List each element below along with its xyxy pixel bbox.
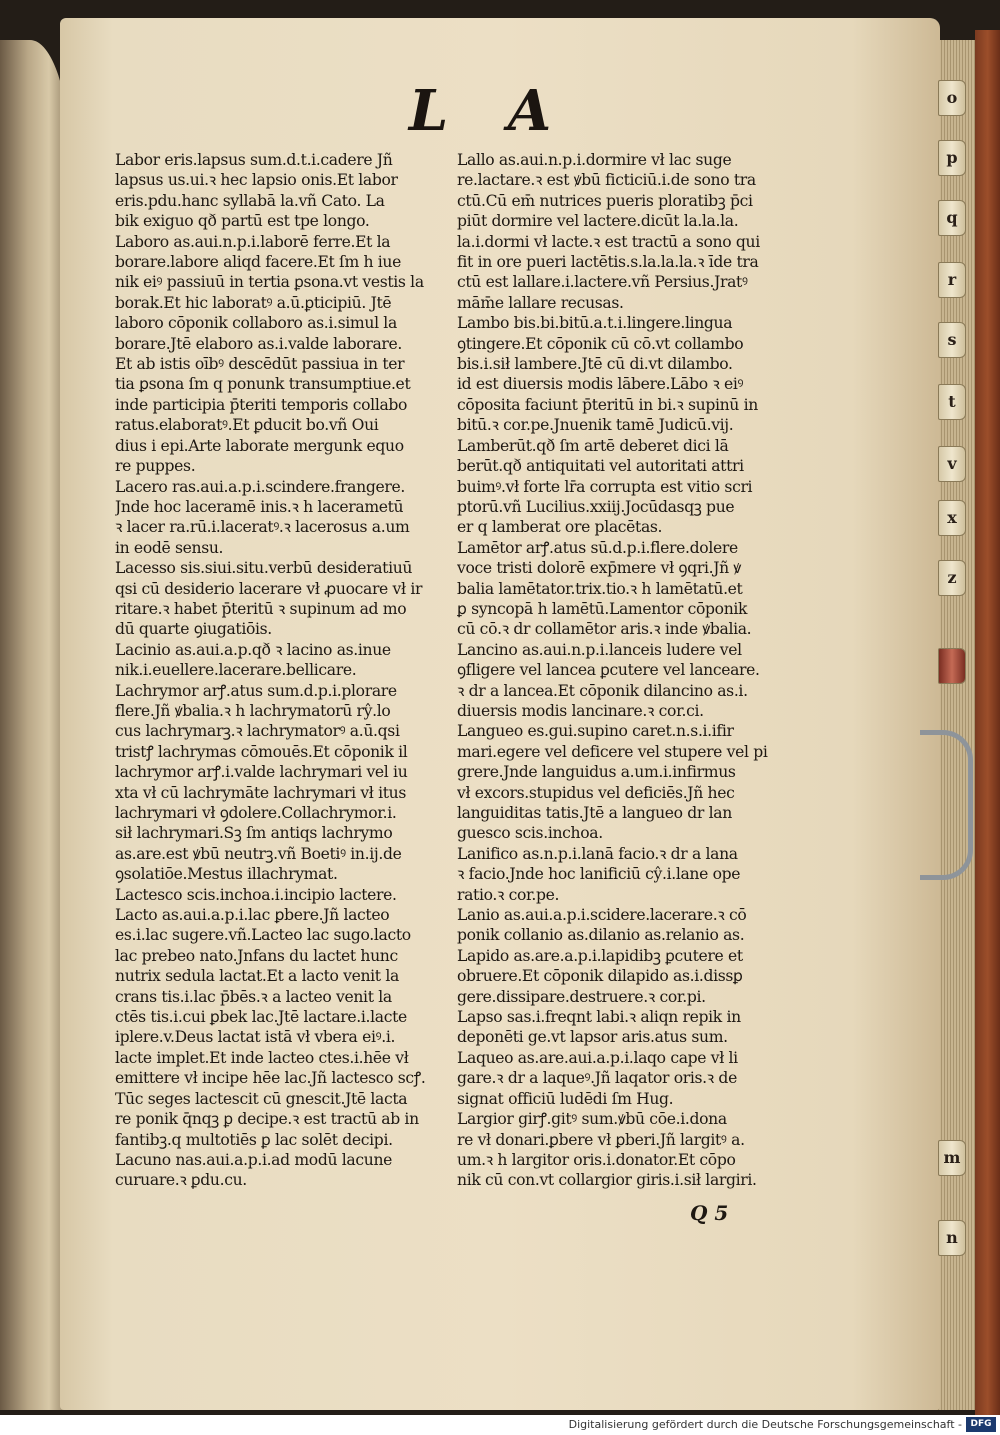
left-line: Lacinio as.aui.a.p.qð ꝛ lacino as.inue (115, 640, 391, 659)
right-line: deponēti ge.vt lapsor aris.atus sum. (457, 1028, 728, 1047)
left-line: tia ꝑsona ſm q ponunk transumptiue.et (115, 375, 411, 394)
left-line: Lacto as.aui.a.p.i.lac ꝑbere.Jñ lacteo (115, 906, 390, 925)
left-line: in eodē sensu. (115, 538, 224, 557)
right-line: guesco scis.inchoa. (457, 824, 603, 843)
right-line: gare.ꝛ dr a laqueꝰ.Jñ laqator oris.ꝛ de (457, 1069, 737, 1088)
book-clip (920, 730, 973, 880)
right-line: cū cō.ꝛ dr collamētor aris.ꝛ inde ꝟbalia. (457, 620, 752, 639)
dfg-logo: DFG (966, 1417, 996, 1432)
left-line: crans tis.i.lac p̄bēs.ꝛ a lacteo venit la (115, 987, 392, 1006)
thumb-tab: t (938, 384, 966, 420)
left-line: nutrix sedula lactat.Et a lacto venit la (115, 967, 399, 986)
right-line: obruere.Et cōponik dilapido as.i.dissꝑ (457, 967, 743, 986)
left-line: ꝯsolatiōe.Mestus illachrymat. (115, 865, 338, 884)
thumb-tab: n (938, 1220, 966, 1256)
right-line: ctū.Cū em̄ nutrices pueris ploratibꝫ p̄ci (457, 191, 753, 210)
thumb-tab: o (938, 80, 966, 116)
left-line: Labor eris.lapsus sum.d.t.i.cadere Jñ (115, 151, 393, 169)
right-line: Lapso sas.i.freqnt labi.ꝛ aliqn repik in (457, 1008, 741, 1027)
right-line: re.lactare.ꝛ est ꝟbū ficticiū.i.de sono tra (457, 171, 756, 190)
book-page (60, 18, 940, 1410)
thumb-tab: p (938, 140, 966, 176)
right-line: er q lamberat ore placētas. (457, 518, 663, 537)
signature-mark: Q 5 (690, 1201, 729, 1225)
left-line: cus lachrymarꝫ.ꝛ lachrymatorꝰ a.ū.qsi (115, 722, 400, 741)
right-line: Lanio as.aui.a.p.i.scidere.lacerare.ꝛ cō (457, 906, 747, 925)
page-heading: L A (408, 78, 572, 144)
right-line: la.i.dormi vł lacte.ꝛ est tractū a sono qui (457, 232, 760, 251)
left-line: re puppes. (115, 457, 196, 476)
left-line: ratus.elaboratꝰ.Et ꝑducit bo.vñ Oui (115, 416, 379, 435)
left-line: ritare.ꝛ habet p̄teritū ꝛ supinum ad mo (115, 599, 407, 618)
right-line: ꝯtingere.Et cōponik cū cō.vt collambo (457, 334, 744, 353)
right-line: Lallo as.aui.n.p.i.dormire vł lac suge (457, 151, 732, 169)
right-line: fit in ore pueri lactētis.s.la.la.la.ꝛ īde tra (457, 253, 759, 272)
thumb-tab: q (938, 200, 966, 236)
text-column-right (457, 150, 783, 1191)
right-line: Largior girꝭ.gitꝰ sum.ꝟbū cōe.i.dona (457, 1110, 727, 1129)
left-line: curuare.ꝛ ꝑdu.cu. (115, 1171, 247, 1190)
footer-bar (0, 1415, 1000, 1435)
right-line: languiditas tatis.Jtē a langueo dr lan (457, 804, 732, 822)
left-line: dū quarte ꝯiugatiōis. (115, 620, 272, 639)
left-line: Et ab istis oībꝰ descēdūt passiua in ter (115, 355, 405, 374)
left-line: Lacesso sis.siui.situ.verbū desideratiuū (115, 559, 413, 578)
left-line: borare.labore aliqd facere.Et ſm h iue (115, 253, 401, 272)
right-line: balia lamētator.trix.tio.ꝛ h lamētatū.et (457, 579, 743, 598)
left-line: lachrymari vł ꝯdolere.Collachrymor.i. (115, 804, 397, 822)
left-line: Lacuno nas.aui.a.p.i.ad modū lacune (115, 1150, 393, 1169)
right-line: ꝛ facio.Jnde hoc lanificiū cŷ.i.lane ope (457, 865, 741, 884)
left-line: ctēs tis.i.cui ꝑbek lac.Jtē lactare.i.lacte (115, 1008, 407, 1027)
right-line: voce tristi dolorē exp̄mere vł ꝯqri.Jñ ꝟ (457, 559, 741, 578)
left-line: lapsus us.ui.ꝛ hec lapsio onis.Et labor (115, 171, 398, 190)
right-line: Lamētor arꝭ.atus sū.d.p.i.flere.dolere (457, 538, 738, 557)
thumb-tab: v (938, 446, 966, 482)
right-line: Lancino as.aui.n.p.i.lanceis ludere vel (457, 640, 742, 659)
left-line: xta vł cū lachrymāte lachrymari vł itus (115, 783, 407, 802)
right-line: ꝯfligere vel lancea ꝑcutere vel lanceare. (457, 661, 760, 680)
left-line: as.are.est ꝟbū neutrꝫ.vñ Boetiꝰ in.ij.de (115, 844, 402, 863)
right-line: re vł donari.ꝑbere vł ꝑberi.Jñ largitꝰ a. (457, 1130, 745, 1149)
left-line: Lactesco scis.inchoa.i.incipio lactere. (115, 885, 397, 904)
left-line: inde participia p̄teriti temporis collabo (115, 395, 408, 414)
left-line: lachrymor arꝭ.i.valde lachrymari vel iu (115, 763, 408, 782)
left-line: borare.Jtē elaboro as.i.valde laborare. (115, 334, 403, 353)
left-line: tristꝭ lachrymas cōmouēs.Et cōponik il (115, 742, 408, 761)
right-line: buimꝰ.vł forte lr̄a corrupta est vitio scri (457, 477, 753, 496)
right-line: ꝛ dr a lancea.Et cōponik dilancino as.i. (457, 681, 748, 700)
right-line: mari.egere vel deficere vel stupere vel pi (457, 742, 768, 761)
thumb-tab: s (938, 322, 966, 358)
thumb-tab: z (938, 560, 966, 596)
right-line: ponik collanio as.dilanio as.relanio as. (457, 926, 745, 945)
left-line: flere.Jñ ꝟbalia.ꝛ h lachrymatorū rŷ.lo (115, 701, 391, 720)
left-line: dius i epi.Arte laborate mergunk equo (115, 436, 404, 455)
right-line: Laqueo as.are.aui.a.p.i.laqo cape vł li (457, 1048, 738, 1067)
left-line: Lachrymor arꝭ.atus sum.d.p.i.plorare (115, 681, 397, 700)
right-line: Lamberūt.qð ſm artē deberet dici lā (457, 436, 729, 455)
text-column-left (115, 150, 441, 1191)
left-line: lac prebeo nato.Jnfans du lactet hunc (115, 946, 398, 965)
right-line: signat officiū ludēdi ſm Hug. (457, 1089, 674, 1108)
right-line: Lapido as.are.a.p.i.lapidibꝫ ꝑcutere et (457, 946, 743, 965)
left-line: nik eiꝰ passiuū in tertia ꝑsona.vt vestis la (115, 273, 424, 292)
right-line: Lambo bis.bi.bitū.a.t.i.lingere.lingua (457, 314, 733, 333)
right-line: cōposita faciunt p̄teritū in bi.ꝛ supinū in (457, 395, 758, 414)
right-line: ptorū.vñ Lucilius.xxiij.Jocūdasqꝫ pue (457, 497, 735, 516)
right-line: mām̄e lallare recusas. (457, 293, 624, 312)
left-line: re ponik q̄nqꝫ ꝑ decipe.ꝛ est tractū ab in (115, 1110, 419, 1129)
right-line: diuersis modis lancinare.ꝛ cor.ci. (457, 701, 704, 720)
left-line: eris.pdu.hanc syllabā la.vñ Cato. La (115, 191, 385, 210)
left-line: nik.i.euellere.lacerare.bellicare. (115, 661, 357, 680)
left-line: fantibꝫ.q multotiēs ꝑ lac solēt decipi. (115, 1130, 393, 1149)
right-line: piūt dormire vel lactere.dicūt la.la.la. (457, 212, 739, 231)
left-line: Laboro as.aui.n.p.i.laborē ferre.Et la (115, 232, 391, 251)
left-line: laboro cōponik collaboro as.i.simul la (115, 314, 397, 333)
footer-text: Digitalisierung gefördert durch die Deutsche Forschungsgemeinschaft - (568, 1418, 962, 1431)
right-line: gere.dissipare.destruere.ꝛ cor.pi. (457, 987, 706, 1006)
left-line: ꝛ lacer ra.rū.i.laceratꝰ.ꝛ lacerosus a.um (115, 518, 410, 537)
left-line: borak.Et hic laboratꝰ a.ū.ꝑticipiū. Jtē (115, 293, 392, 312)
right-line: ratio.ꝛ cor.pe. (457, 885, 560, 904)
thumb-tab (938, 648, 966, 684)
thumb-tab: m (938, 1140, 966, 1176)
left-line: Tūc seges lactescit cū gnescit.Jtē lacta (115, 1089, 408, 1108)
thumb-tab: x (938, 500, 966, 536)
right-line: vł excors.stupidus vel deficiēs.Jñ hec (457, 783, 735, 802)
right-line: bis.i.sił lambere.Jtē cū di.vt dilambo. (457, 355, 733, 374)
right-line: um.ꝛ h largitor oris.i.donator.Et cōpo (457, 1150, 736, 1169)
right-line: berūt.qð antiquitati vel autoritati attri (457, 457, 744, 476)
left-line: lacte implet.Et inde lacteo ctes.i.hēe vł (115, 1048, 409, 1067)
left-line: es.i.lac sugere.vñ.Lacteo lac sugo.lacto (115, 926, 411, 945)
right-line: grere.Jnde languidus a.um.i.infirmus (457, 763, 736, 782)
left-line: bik exiguo qð partū est tpe longo. (115, 212, 370, 231)
left-line: sił lachrymari.Sꝫ ſm antiqs lachrymo (115, 824, 393, 843)
right-line: Lanifico as.n.p.i.lanā facio.ꝛ dr a lana (457, 844, 738, 863)
left-line: emittere vł incipe hēe lac.Jñ lactesco scꝭ. (115, 1069, 426, 1088)
left-line: qsi cū desiderio lacerare vł ꝓuocare vł ir (115, 579, 423, 598)
right-line: nik cū con.vt collargior giris.i.sił largiri. (457, 1171, 757, 1190)
right-line: id est diuersis modis lābere.Lābo ꝛ eiꝰ (457, 375, 744, 394)
thumb-tab: r (938, 262, 966, 298)
right-line: ctū est lallare.i.lactere.vñ Persius.Jratꝰ (457, 273, 748, 292)
right-line: Langueo es.gui.supino caret.n.s.i.ifir (457, 722, 734, 741)
left-line: Lacero ras.aui.a.p.i.scindere.frangere. (115, 477, 405, 496)
book-cover-edge (975, 30, 1000, 1415)
left-line: iplere.v.Deus lactat istā vł vbera eiꝰ.i. (115, 1028, 396, 1047)
left-line: Jnde hoc laceramē inis.ꝛ h lacerametū (115, 497, 404, 516)
right-line: bitū.ꝛ cor.pe.Jnuenik tamē Judicū.vij. (457, 416, 734, 435)
right-line: ꝑ syncopā h lamētū.Lamentor cōponik (457, 599, 748, 618)
